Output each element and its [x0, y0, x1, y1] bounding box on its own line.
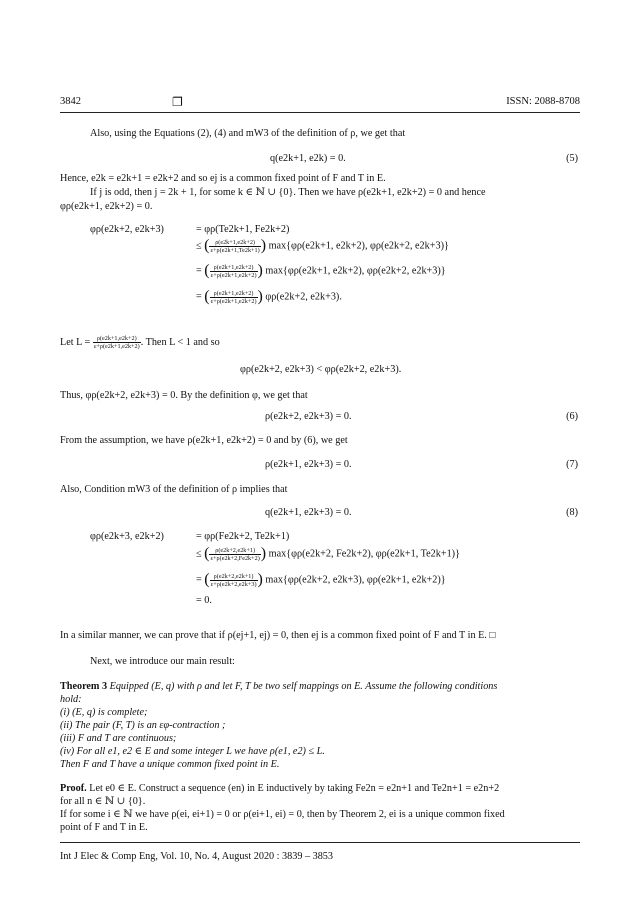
align2-row3: = ( $\frac{\rho(e2k+2,e2k+1)}{\varepsilon+\rho(e2k+2,e2k+3)}$ ) max{φρ(e2k+2, e2k+3), φρ(e2k+1, e2k+2)} [196, 571, 446, 588]
proof-line-1: Proof. Let e0 ∈ E. Construct a sequence (en) in E inductively by taking Fe2n = e2n+1 and Te2n+1 = e2n+2 [60, 783, 500, 794]
header-rule [60, 112, 580, 113]
align2-row1: = φρ(Fe2k+2, Te2k+1) [196, 531, 290, 542]
equation-6: ρ(e2k+2, e2k+3) = 0. [265, 411, 352, 422]
theorem-item-3: (iii) F and T are continuous; [60, 733, 177, 744]
footer-rule [60, 842, 580, 843]
theorem-text-2: hold: [60, 694, 82, 705]
paragraph-7: Also, Condition mW3 of the definition of ρ implies that [60, 484, 288, 495]
paragraph-6: From the assumption, we have ρ(e2k+1, e2k+2) = 0 and by (6), we get [60, 435, 348, 446]
equation-7-number: (7) [566, 459, 578, 470]
align1-row4: = ( $\frac{\rho(e2k+1,e2k+2)}{\varepsilon+\rho(e2k+1,e2k+2)}$ ) φρ(e2k+2, e2k+3). [196, 288, 342, 305]
align1-row2: ≤ ( $\frac{\rho(e2k+1,e2k+2)}{\varepsilon+\rho(e2k+1,Te2k+1)}$ ) max{φρ(e2k+1, e2k+2), φρ(e2k+2, e2k+3)} [196, 237, 449, 254]
theorem-3 [60, 680, 497, 693]
equation-7: ρ(e2k+1, e2k+3) = 0. [265, 459, 352, 470]
paragraph-3b: φρ(e2k+1, e2k+2) = 0. [60, 201, 153, 212]
page-number: 3842 [60, 96, 81, 107]
proof-line-3: If for some i ∈ ℕ we have ρ(ei, ei+1) = 0 or ρ(ei+1, ei) = 0, then by Theorem 2, ei is a unique common fixed [60, 809, 505, 820]
align1-row3: = ( $\frac{\rho(e2k+1,e2k+2)}{\varepsilon+\rho(e2k+1,e2k+2)}$ ) max{φρ(e2k+1, e2k+2), φρ(e2k+2, e2k+3)} [196, 262, 446, 279]
align2-row2: ≤ ( $\frac{\rho(e2k+2,e2k+1)}{\varepsilon+\rho(e2k+2,Fe2k+2)}$ ) max{φρ(e2k+2, Fe2k+2), φρ(e2k+1, Te2k+1)} [196, 545, 460, 562]
paragraph-2: Hence, e2k = e2k+1 = e2k+2 and so ej is a common fixed point of F and T in E. [60, 173, 386, 184]
inequality: φρ(e2k+2, e2k+3) < φρ(e2k+2, e2k+3). [240, 364, 402, 375]
theorem-item-2: (ii) The pair (F, T) is an εφ-contraction ; [60, 720, 226, 731]
theorem-item-1: (i) (E, q) is complete; [60, 707, 148, 718]
equation-5: q(e2k+1, e2k) = 0. [270, 153, 346, 164]
equation-5-number: (5) [566, 153, 578, 164]
proof-label: Proof. [60, 783, 87, 794]
proof-line-4: point of F and T in E. [60, 822, 148, 833]
equation-6-number: (6) [566, 411, 578, 422]
paragraph-1: Also, using the Equations (2), (4) and mW3 of the definition of ρ, we get that [90, 128, 406, 139]
footer-citation: Int J Elec & Comp Eng, Vol. 10, No. 4, August 2020 : 3839 – 3853 [60, 851, 333, 862]
paragraph-5: Thus, φρ(e2k+2, e2k+3) = 0. By the definition φ, we get that [60, 390, 308, 401]
equation-8: q(e2k+1, e2k+3) = 0. [265, 507, 352, 518]
paragraph-8: In a similar manner, we can prove that if ρ(ej+1, ej) = 0, then ej is a common fixed point of F and T in E. □ [60, 630, 496, 641]
align2-row4: = 0. [196, 595, 212, 606]
theorem-conclusion: Then F and T have a unique common fixed point in E. [60, 759, 280, 770]
theorem-label: Theorem 3 [60, 681, 108, 692]
paragraph-9: Next, we introduce our main result: [90, 656, 235, 667]
align2-lhs: φρ(e2k+3, e2k+2) [90, 531, 164, 542]
theorem-text: Equipped (E, q) with ρ and let F, T be two self mappings on E. Assume the following conditions [109, 681, 498, 692]
theorem-item-4: (iv) For all e1, e2 ∈ E and some integer L we have ρ(e1, e2) ≤ L. [60, 746, 325, 757]
proof-line-2: for all n ∈ ℕ ∪ {0}. [60, 796, 146, 807]
equation-8-number: (8) [566, 507, 578, 518]
align1-row1: = φρ(Te2k+1, Fe2k+2) [196, 224, 290, 235]
paragraph-4: Let L = $\frac{\rho(e2k+1,e2k+2)}{\varepsilon+\rho(e2k+1,e2k+2)}$ . Then L < 1 and so [60, 335, 220, 350]
paragraph-3: If j is odd, then j = 2k + 1, for some k ∈ ℕ ∪ {0}. Then we have ρ(e2k+1, e2k+2) = 0 and hence [90, 187, 486, 198]
align1-lhs: φρ(e2k+2, e2k+3) [90, 224, 164, 235]
issn: ISSN: 2088-8708 [506, 96, 580, 107]
box-icon: ❐ [172, 95, 183, 109]
